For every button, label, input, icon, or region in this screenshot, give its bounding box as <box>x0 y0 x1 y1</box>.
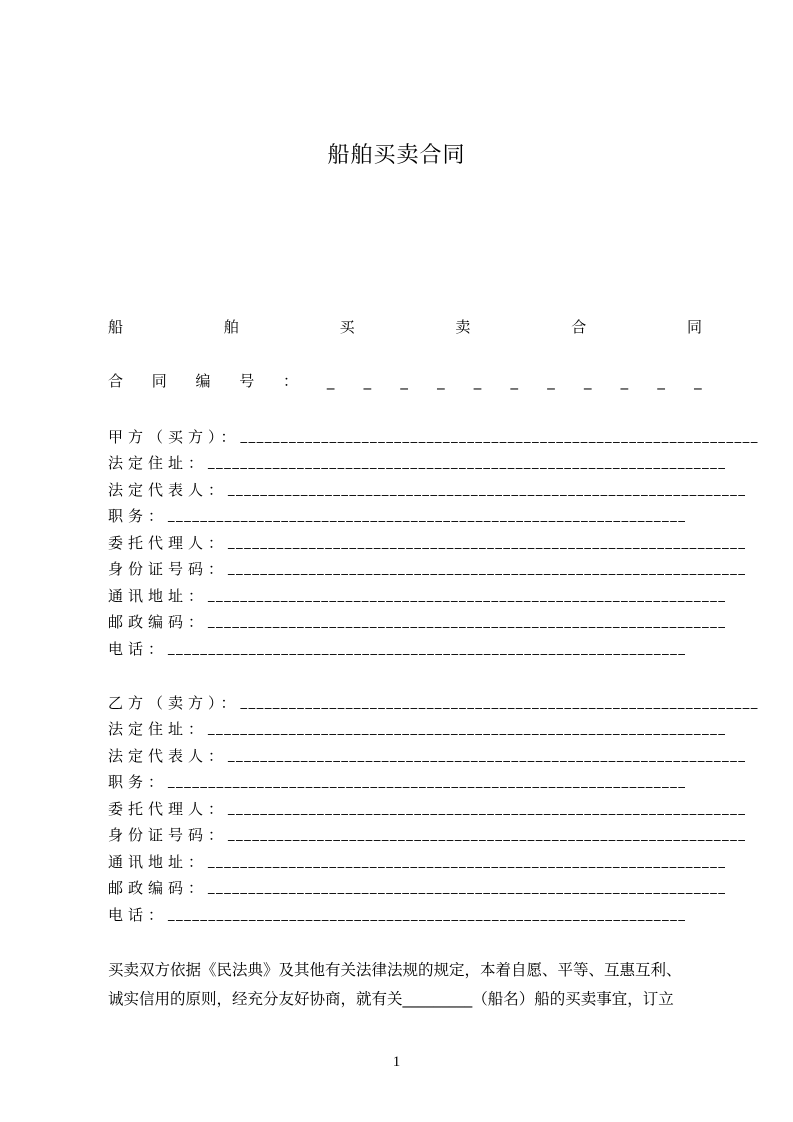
party-a-section <box>108 423 759 662</box>
party-a-field-row <box>108 556 747 583</box>
phone-blank[interactable]: ________________________________________________________________ <box>168 640 687 656</box>
party-a-name-blank[interactable]: ________________________________________________________________ <box>240 428 759 444</box>
intro-paragraph <box>108 956 708 1014</box>
postal-code-blank[interactable]: ________________________________________________________________ <box>208 614 727 630</box>
field-label: 身份证号码： <box>108 826 229 845</box>
party-a-field-row <box>108 609 727 636</box>
field-label: 邮政编码： <box>108 613 209 632</box>
position-blank[interactable]: ________________________________________________________________ <box>168 508 687 524</box>
intro-line: 诚实信用的原则，经充分友好协商，就有关_________（船名）船的买卖事宜，订立 <box>108 990 674 1008</box>
contract-no-blank[interactable]: _ <box>510 372 519 390</box>
field-label: 电话： <box>108 905 169 924</box>
party-a-field-row <box>108 582 727 609</box>
party-b-label: 乙方（卖方）： <box>108 693 241 712</box>
heading-char: 买 <box>339 318 355 336</box>
party-b-name-blank[interactable]: ________________________________________________________________ <box>240 694 759 710</box>
party-b-section <box>108 689 759 928</box>
heading-char: 卖 <box>455 318 471 336</box>
agent-blank[interactable]: ________________________________________________________________ <box>228 534 747 550</box>
heading-char: 船 <box>108 318 124 336</box>
contract-no-blank[interactable]: _ <box>400 372 408 390</box>
party-b-field-row <box>108 848 727 875</box>
contract-no-label-char: ： <box>282 372 298 390</box>
heading-char: 舶 <box>223 318 239 336</box>
contract-number-line <box>108 370 702 392</box>
contract-no-label-char: 编 <box>195 372 211 390</box>
position-blank[interactable]: ________________________________________________________________ <box>168 774 687 790</box>
party-a-field-row <box>108 450 727 477</box>
field-label: 法定代表人： <box>108 480 229 499</box>
contract-no-blank[interactable]: _ <box>473 372 482 390</box>
contract-no-blank[interactable]: _ <box>620 372 629 390</box>
contract-no-label-char: 同 <box>151 372 167 390</box>
field-label: 法定住址： <box>108 454 209 473</box>
address-blank[interactable]: ________________________________________________________________ <box>208 721 727 737</box>
contract-no-blank[interactable]: _ <box>694 372 702 390</box>
party-b-field-row <box>108 716 727 743</box>
field-label: 通讯地址： <box>108 586 209 605</box>
contract-no-blank[interactable]: _ <box>657 372 665 390</box>
party-a-field-row <box>108 635 702 662</box>
page-number: 1 <box>392 1054 401 1070</box>
contract-no-blank[interactable]: _ <box>583 372 592 390</box>
field-label: 职务： <box>108 773 169 792</box>
party-b-name-row <box>108 689 759 716</box>
heading-char: 合 <box>571 318 587 336</box>
field-label: 法定住址： <box>108 720 209 739</box>
party-b-field-row <box>108 822 747 849</box>
party-a-name-row <box>108 423 759 450</box>
agent-blank[interactable]: ________________________________________________________________ <box>228 800 747 816</box>
contract-heading <box>108 316 702 338</box>
party-a-field-row <box>108 476 747 503</box>
address-blank[interactable]: ________________________________________________________________ <box>208 455 727 471</box>
contract-no-blank[interactable]: _ <box>547 372 555 390</box>
field-label: 通讯地址： <box>108 852 209 871</box>
field-label: 邮政编码： <box>108 879 209 898</box>
party-b-field-row <box>108 795 747 822</box>
party-a-field-row <box>108 503 702 530</box>
party-a-field-row <box>108 529 747 556</box>
mailing-address-blank[interactable]: ________________________________________________________________ <box>208 853 727 869</box>
contract-no-label-char: 合 <box>108 372 124 390</box>
field-label: 身份证号码： <box>108 560 229 579</box>
id-number-blank[interactable]: ________________________________________________________________ <box>228 827 747 843</box>
phone-blank[interactable]: ________________________________________________________________ <box>168 906 687 922</box>
postal-code-blank[interactable]: ________________________________________________________________ <box>208 880 727 896</box>
party-b-field-row <box>108 742 747 769</box>
contract-no-label-char: 号 <box>239 372 255 390</box>
contract-no-blank[interactable]: _ <box>326 372 335 390</box>
field-label: 电话： <box>108 639 169 658</box>
heading-char: 同 <box>686 318 702 336</box>
intro-line: 买卖双方依据《民法典》及其他有关法律法规的规定，本着自愿、平等、互惠互利、 <box>108 961 682 979</box>
mailing-address-blank[interactable]: ________________________________________________________________ <box>208 587 727 603</box>
field-label: 职务： <box>108 507 169 526</box>
party-b-field-row <box>108 875 727 902</box>
contract-no-blank[interactable]: _ <box>363 372 372 390</box>
field-label: 法定代表人： <box>108 746 229 765</box>
legal-representative-blank[interactable]: ________________________________________________________________ <box>228 747 747 763</box>
party-b-field-row <box>108 901 702 928</box>
field-label: 委托代理人： <box>108 799 229 818</box>
document-title: 船舶买卖合同 <box>327 143 466 168</box>
legal-representative-blank[interactable]: ________________________________________________________________ <box>228 481 747 497</box>
contract-no-blank[interactable]: _ <box>437 372 445 390</box>
party-a-label: 甲方（买方）： <box>108 427 241 446</box>
id-number-blank[interactable]: ________________________________________________________________ <box>228 561 747 577</box>
party-b-field-row <box>108 769 702 796</box>
field-label: 委托代理人： <box>108 533 229 552</box>
